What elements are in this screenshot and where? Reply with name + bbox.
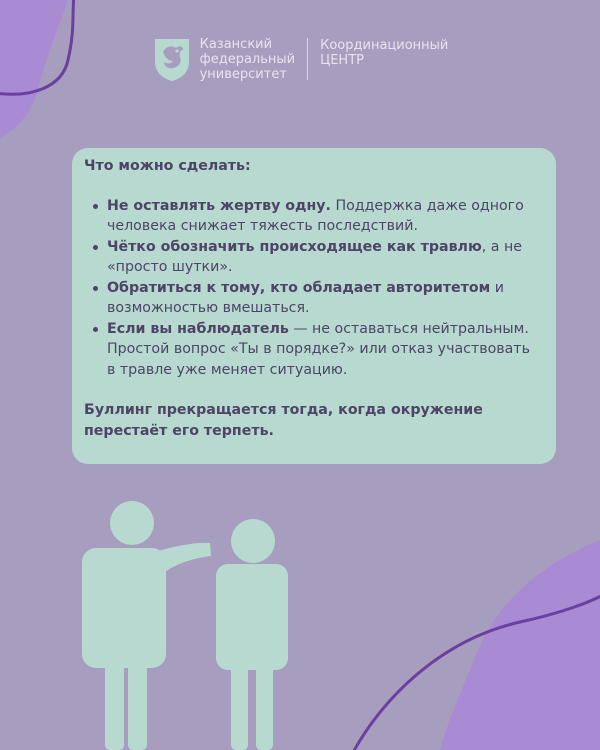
adult-arm bbox=[154, 543, 211, 574]
university-name-line: Казанский bbox=[199, 36, 273, 52]
tips-list bbox=[84, 196, 540, 381]
university-name-line: федеральный bbox=[199, 51, 296, 67]
tip-text: — не оставаться нейтральным. Простой вопрос «Ты в порядке?» или отказ участвовать в травле уже меняет ситуацию. bbox=[107, 320, 530, 378]
university-name-line: университет bbox=[199, 66, 287, 82]
adult-left-leg bbox=[105, 648, 124, 750]
child-right-leg bbox=[256, 654, 273, 750]
tip-item bbox=[84, 237, 540, 278]
tip-item bbox=[84, 319, 540, 381]
tip-text: Поддержка даже одного человека снижает тяжесть последствий. bbox=[107, 197, 524, 234]
tip-item bbox=[84, 278, 540, 319]
child-torso bbox=[216, 564, 288, 670]
card-heading: Что можно сделать: bbox=[84, 158, 251, 174]
adult-torso bbox=[82, 548, 166, 668]
tip-bold-text: Обратиться к тому, кто обладает авторитетом bbox=[107, 279, 491, 296]
two-people-support-icon bbox=[70, 488, 330, 750]
tip-bold-text: Если вы наблюдатель bbox=[107, 320, 289, 337]
center-name bbox=[320, 38, 448, 68]
center-name-line: ЦЕНТР bbox=[320, 53, 364, 68]
tip-text: и возможностью вмешаться. bbox=[107, 279, 504, 316]
tip-bold-text: Не оставлять жертву одну. bbox=[107, 197, 331, 214]
child-head bbox=[231, 519, 275, 563]
kfu-crest-icon bbox=[152, 36, 192, 82]
adult-head bbox=[110, 501, 154, 545]
header-divider bbox=[307, 38, 308, 80]
child-left-leg bbox=[231, 654, 248, 750]
university-name bbox=[200, 37, 296, 82]
header bbox=[0, 36, 600, 82]
adult-right-leg bbox=[128, 648, 147, 750]
card-conclusion: Буллинг прекращается тогда, когда окружение перестаёт его терпеть. bbox=[84, 402, 483, 439]
advice-card bbox=[72, 148, 556, 464]
tip-bold-text: Чётко обозначить происходящее как травлю bbox=[107, 238, 482, 255]
tip-item bbox=[84, 196, 540, 237]
tip-text: , а не «просто шутки». bbox=[107, 238, 522, 275]
center-name-line: Координационный bbox=[320, 38, 449, 53]
bottom-right-blob bbox=[440, 540, 600, 750]
